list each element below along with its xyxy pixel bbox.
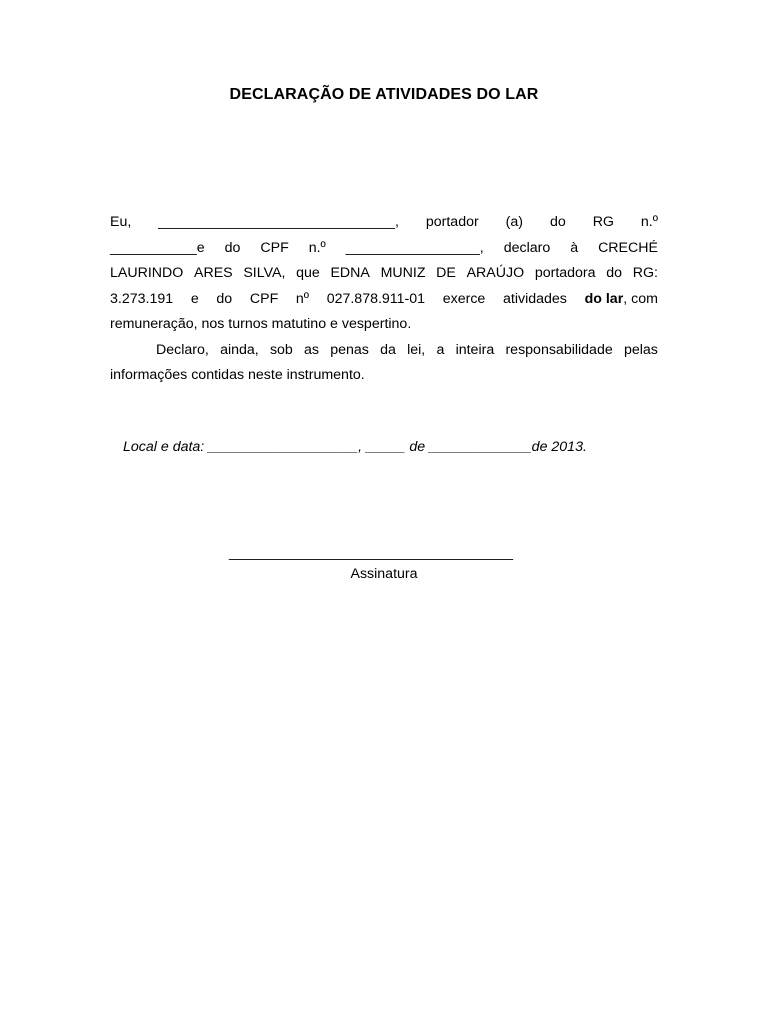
word: ainda, <box>220 341 259 358</box>
word: inteira <box>455 341 495 358</box>
word: à <box>570 239 579 256</box>
paragraph-1-line-2 <box>110 236 658 262</box>
word: do <box>224 239 241 256</box>
word: a <box>436 341 445 358</box>
declaration-body <box>110 210 658 389</box>
word: pelas <box>623 341 658 358</box>
word: responsabilidade <box>505 341 613 358</box>
word: EDNA <box>330 265 370 281</box>
do-lar-phrase <box>585 287 658 313</box>
word: n.º <box>640 214 658 230</box>
word: do <box>606 265 623 281</box>
rg-blank: ___________e <box>110 239 205 256</box>
word: nº <box>295 290 309 307</box>
word: RG <box>592 214 614 230</box>
word: Eu, <box>110 214 132 230</box>
paragraph-1-line-4 <box>110 287 658 313</box>
word: MUNIZ <box>380 265 426 281</box>
word: penas <box>330 341 369 358</box>
do-lar-bold: do lar <box>584 290 624 307</box>
word: sob <box>269 341 293 358</box>
word: do <box>549 214 566 230</box>
word: Declaro, <box>156 341 209 358</box>
word: do <box>216 290 233 307</box>
word: atividades <box>503 290 567 307</box>
name-blank: ______________________________, <box>158 214 399 230</box>
word: que <box>296 265 320 281</box>
word: as <box>304 341 320 358</box>
local-date-field: Local e data: ___________________, _____ de _____________de 2013. <box>123 439 587 455</box>
word: declaro <box>503 239 551 256</box>
word: portador <box>425 214 479 230</box>
signature-line: ____________________________________ <box>229 545 514 561</box>
word: exerce <box>442 290 486 307</box>
word: CRECHÉ <box>598 239 658 256</box>
word: portadora <box>534 265 596 281</box>
word: e <box>190 290 199 307</box>
paragraph-1-line-1 <box>110 210 658 236</box>
cpf-blank: _________________, <box>345 239 484 256</box>
word: (a) <box>505 214 523 230</box>
word: LAURINDO <box>110 265 184 281</box>
word: , com <box>623 290 658 307</box>
cpf-number: 027.878.911-01 <box>326 290 426 307</box>
word: CPF <box>260 239 289 256</box>
word: 3.273.191 <box>110 290 174 307</box>
paragraph-2-line-2: informações contidas neste instrumento. <box>110 367 365 383</box>
paragraph-2-line-1 <box>110 338 658 364</box>
word: ARAÚJO <box>466 265 525 281</box>
word: DE <box>436 265 456 281</box>
word: da <box>380 341 396 358</box>
document-title: DECLARAÇÃO DE ATIVIDADES DO LAR <box>229 86 539 103</box>
word: RG: <box>632 265 658 281</box>
word: ARES <box>194 265 233 281</box>
paragraph-1-line-3 <box>110 261 658 287</box>
word: SILVA, <box>243 265 286 281</box>
paragraph-1-line-5: remuneração, nos turnos matutino e vespertino. <box>110 316 412 332</box>
signature-label: Assinatura <box>350 566 418 582</box>
word: n.º <box>308 239 326 256</box>
word: lei, <box>407 341 426 358</box>
word: CPF <box>249 290 279 307</box>
